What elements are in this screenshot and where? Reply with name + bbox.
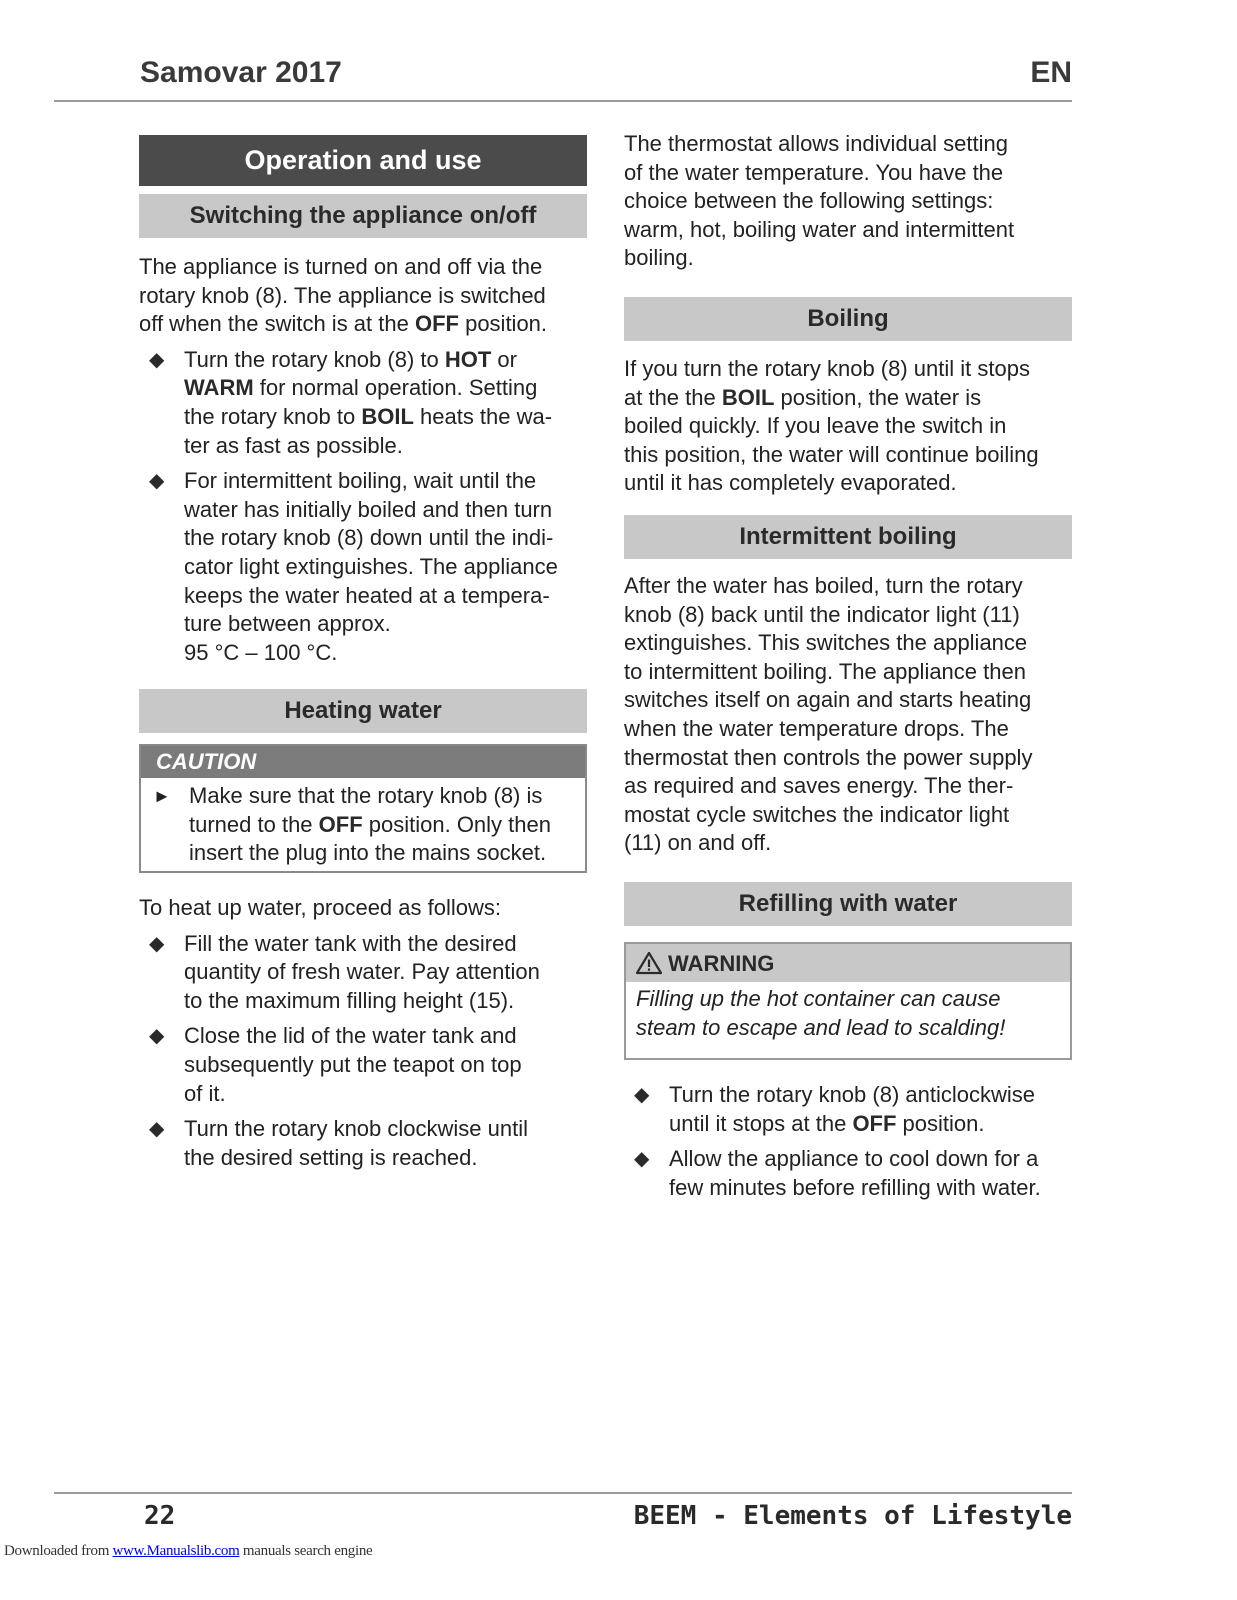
diamond-bullet-icon: ◆ <box>149 470 165 493</box>
diamond-bullet-icon: ◆ <box>634 1148 650 1171</box>
left-column <box>139 135 587 667</box>
diamond-bullet-icon: ◆ <box>634 1084 650 1106</box>
switching-intro: The appliance is turned on and off via the rotary knob (8). The appliance is switched off when the switch is at the OFF position. <box>139 254 548 337</box>
section-title-operation: Operation and use <box>139 135 587 186</box>
warning-box <box>624 942 1072 1060</box>
download-notice: Downloaded from www.Manualslib.com manuals search engine <box>4 1543 373 1559</box>
list-item-turn-knob: ◆ Turn the rotary knob clockwise until the desired setting is reached. <box>149 1116 528 1170</box>
document-title: Samovar 2017 <box>140 56 342 89</box>
intermittent-paragraph: After the water has boiled, turn the rotary knob (8) back until the indicator light (11) extinguishes. This switches the appliance to intermittent boiling. The appliance then switches itself on again and starts heating when the water temperature drops. The thermostat then controls the power supply as required and saves energy. The ther- mostat cycle switches the indicator light (11) on and off. <box>624 573 1033 856</box>
page-number: 22 <box>144 1501 176 1531</box>
warning-triangle-icon <box>636 951 662 975</box>
boiling-paragraph: If you turn the rotary knob (8) until it stops at the the BOIL position, the water is boiled quickly. If you leave the switch in this position, the water will continue boiling until it has completely evaporated. <box>624 356 1039 496</box>
diamond-bullet-icon: ◆ <box>149 932 165 955</box>
list-item-turn-anticlockwise: ◆ Turn the rotary knob (8) anticlockwise until it stops at the OFF position. <box>634 1082 1035 1136</box>
triangle-right-icon: ► <box>153 786 171 806</box>
list-item-hot-warm: ◆ Turn the rotary knob (8) to HOT or WARM for normal operation. Setting the rotary knob to BOIL heats the wa- ter as fast as possible. <box>149 346 553 458</box>
warning-label: WARNING <box>668 951 775 976</box>
caution-box: CAUTION ► Make sure that the rotary knob (8) is turned to the OFF position. Only then insert the plug into the mains socket. <box>139 744 587 873</box>
diamond-bullet-icon: ◆ <box>149 1118 165 1141</box>
diamond-bullet-icon: ◆ <box>149 1025 165 1048</box>
list-item-intermittent: ◆ For intermittent boiling, wait until the water has initially boiled and then turn the rotary knob (8) down until the indi- cator light extinguishes. The appliance keeps the water heated at a tempera- ture between approx. 95 °C – 100 °C. <box>149 468 558 665</box>
list-item-close-lid: ◆ Close the lid of the water tank and subsequently put the teapot on top of it. <box>149 1023 522 1106</box>
thermostat-paragraph: The thermostat allows individual setting of the water temperature. You have the choice between the following settings: warm, hot, boiling water and intermittent boiling. <box>624 131 1015 271</box>
heating-intro: To heat up water, proceed as follows: <box>139 895 501 920</box>
heading-switching: Switching the appliance on/off <box>139 194 587 238</box>
heading-boiling: Boiling <box>624 297 1072 341</box>
caution-label: CAUTION <box>141 746 585 778</box>
diamond-bullet-icon: ◆ <box>149 348 165 371</box>
heating-steps <box>139 894 587 1172</box>
list-item-cool-down: ◆ Allow the appliance to cool down for a few minutes before refilling with water. <box>634 1146 1041 1200</box>
brand-name: BEEM - Elements of Lifestyle <box>633 1501 1072 1531</box>
language-code: EN <box>1030 56 1072 89</box>
footer-divider <box>54 1492 1072 1494</box>
refilling-steps <box>624 1081 1072 1202</box>
header-divider <box>54 100 1072 102</box>
manualslib-link[interactable]: www.Manualslib.com <box>112 1543 240 1559</box>
heading-refilling: Refilling with water <box>624 882 1072 926</box>
list-item-fill-tank: ◆ Fill the water tank with the desired quantity of fresh water. Pay attention to the maximum filling height (15). <box>149 930 540 1013</box>
heading-heating-water: Heating water <box>139 689 587 733</box>
warning-text: Filling up the hot container can cause steam to escape and lead to scalding! <box>636 986 1006 1040</box>
heading-intermittent-boiling: Intermittent boiling <box>624 515 1072 559</box>
